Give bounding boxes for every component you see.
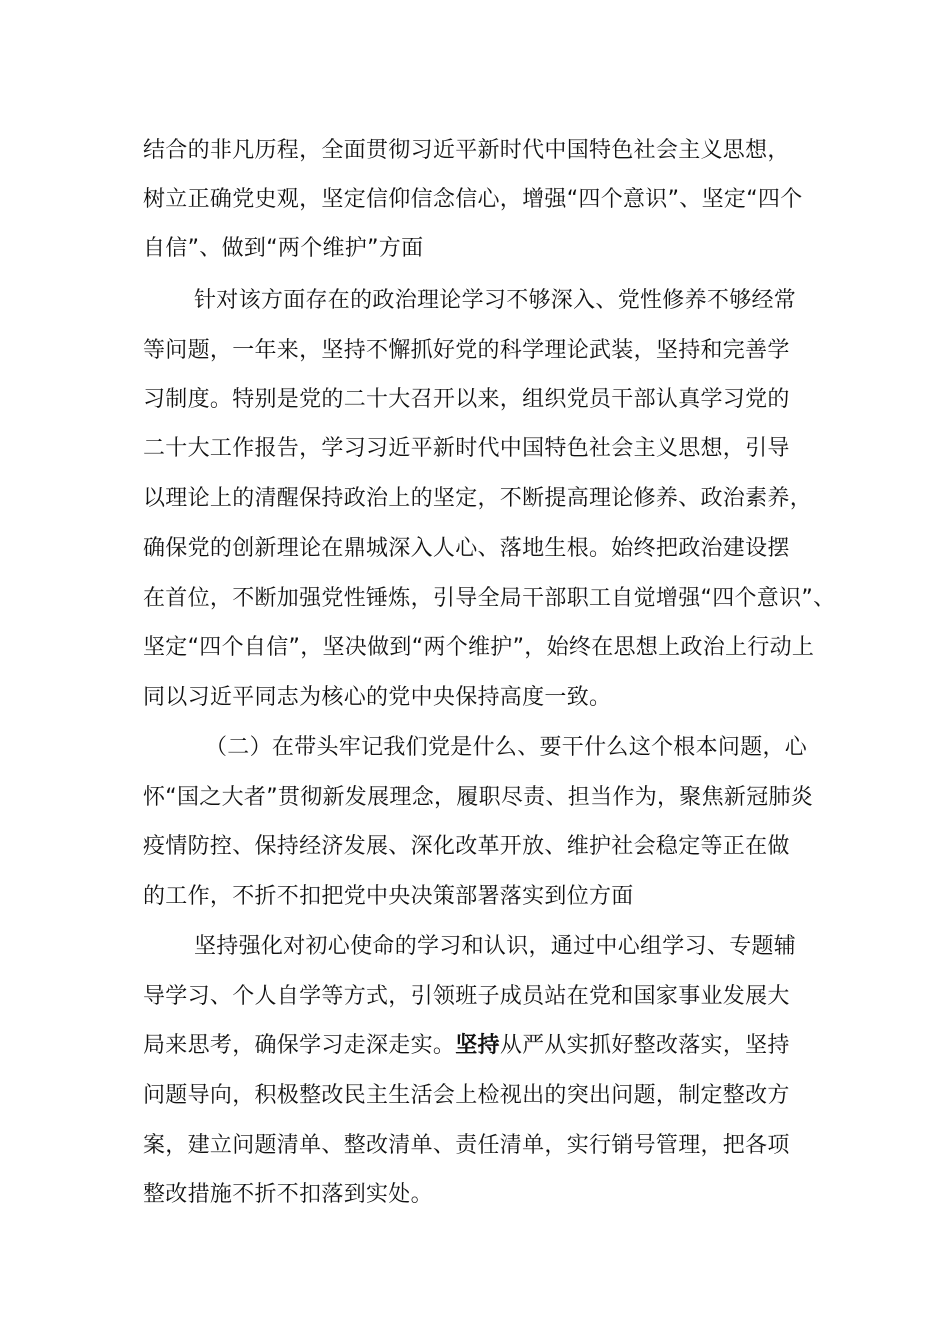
text-line: 案，建立问题清单、整改清单、责任清单，实行销号管理，把各项 — [143, 1133, 790, 1158]
text-line: 坚持强化对初心使命的学习和认识，通过中心组学习、专题辅 — [194, 934, 797, 959]
text-line: （二）在带头牢记我们党是什么、要干什么这个根本问题，心 — [205, 735, 808, 760]
text-line: 习制度。特别是党的二十大召开以来，组织党员干部认真学习党的 — [143, 387, 790, 412]
text-line: 树立正确党史观，坚定信仰信念信心，增强“四个意识”、坚定“四个 — [143, 187, 803, 212]
text-line: 同以习近平同志为核心的党中央保持高度一致。 — [143, 685, 612, 710]
text-line: 二十大工作报告，学习习近平新时代中国特色社会主义思想，引导 — [143, 436, 790, 461]
text-line: 整改措施不折不扣落到实处。 — [143, 1182, 433, 1207]
text-line-mixed — [143, 1031, 790, 1061]
bold-text-span: 坚持 — [455, 1033, 500, 1058]
text-line: 导学习、个人自学等方式，引领班子成员站在党和国家事业发展大 — [143, 984, 790, 1009]
text-line: 确保党的创新理论在鼎城深入人心、落地生根。始终把政治建设摆 — [143, 536, 790, 561]
text-line: 坚定“四个自信”，坚决做到“两个维护”，始终在思想上政治上行动上 — [143, 635, 815, 660]
text-line: 自信”、做到“两个维护”方面 — [143, 236, 424, 261]
text-line: 等问题，一年来，坚持不懈抓好党的科学理论武装，坚持和完善学 — [143, 338, 790, 363]
text-line: 怀“国之大者”贯彻新发展理念，履职尽责、担当作为，聚焦新冠肺炎 — [143, 785, 814, 810]
text-line: 疫情防控、保持经济发展、深化改革开放、维护社会稳定等正在做 — [143, 834, 790, 859]
text-span: 局来思考，确保学习走深走实。 — [143, 1033, 456, 1058]
text-span: 从严从实抓好整改落实，坚持 — [499, 1033, 790, 1058]
text-line: 针对该方面存在的政治理论学习不够深入、党性修养不够经常 — [194, 288, 797, 313]
text-line: 结合的非凡历程，全面贯彻习近平新时代中国特色社会主义思想， — [143, 138, 790, 163]
text-line: 问题导向，积极整改民主生活会上检视出的突出问题，制定整改方 — [143, 1083, 790, 1108]
text-line: 的工作，不折不扣把党中央决策部署落实到位方面 — [143, 884, 634, 909]
text-line: 以理论上的清醒保持政治上的坚定，不断提高理论修养、政治素养， — [143, 486, 813, 511]
text-line: 在首位，不断加强党性锤炼，引导全局干部职工自觉增强“四个意识”、 — [143, 586, 836, 611]
